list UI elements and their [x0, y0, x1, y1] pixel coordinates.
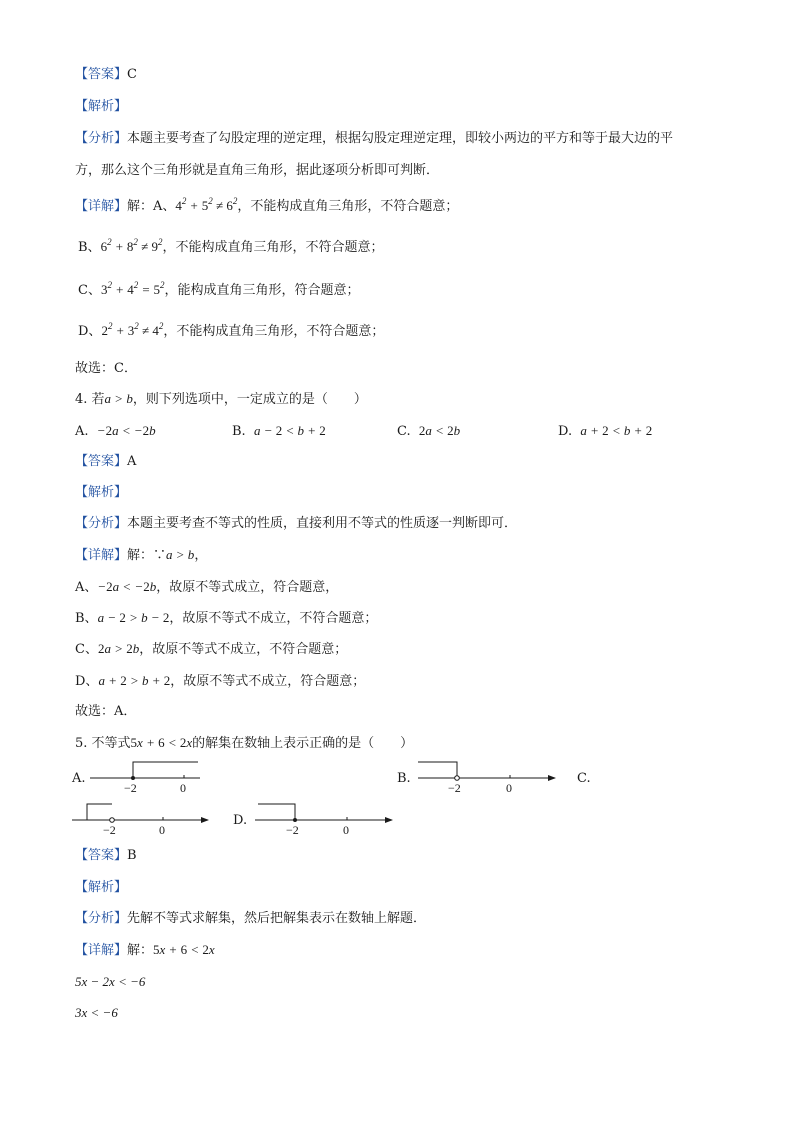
tick-label-zero: 0 — [343, 823, 349, 837]
formula-d: $2^2 + 3^2 \ne 4^2$ — [101, 321, 164, 338]
item-formula: a − 2 > b − 2 — [97, 610, 170, 625]
item-text: ，故原不等式成立，符合题意， — [156, 580, 339, 595]
q5-option-c-label: C. — [577, 771, 591, 786]
option-label: C. — [397, 424, 411, 439]
q4-line-a — [75, 578, 338, 597]
q4-stem — [75, 390, 367, 409]
number-line-a — [90, 762, 200, 795]
tick-label-zero: 0 — [506, 781, 512, 795]
item-prefix: B、 — [78, 240, 101, 255]
q3-item-d — [78, 322, 384, 341]
item-formula: −2a < −2b — [97, 579, 157, 594]
tick-label-zero: 0 — [159, 823, 165, 837]
formula-c: $3^2 + 4^2 = 5^2$ — [100, 280, 165, 297]
q4-option-c — [397, 422, 460, 441]
q4-line-c — [75, 640, 347, 659]
fenxi-text: 先解不等式求解集，然后把解集表示在数轴上解题． — [127, 911, 427, 926]
q3-xiangjie-line — [75, 197, 458, 216]
q4-conclusion — [75, 703, 136, 721]
answer-tag: 【答案】 — [75, 848, 128, 863]
q5-stem — [75, 734, 413, 753]
option-formula: −2a < −2b — [96, 423, 156, 438]
answer-value: C — [127, 67, 137, 82]
q5-xiangjie-line — [75, 941, 215, 960]
item-d-text: ，不能构成直角三角形，不符合题意； — [163, 324, 385, 339]
xiangjie-tag: 【详解】 — [75, 199, 128, 214]
tick-label-neg2: −2 — [286, 823, 299, 837]
question-text: 的解集在数轴上表示正确的是（ ） — [192, 736, 414, 751]
item-text: ，故原不等式不成立，不符合题意； — [169, 611, 378, 626]
fenxi-text: 本题主要考查了勾股定理的逆定理，根据勾股定理逆定理，即较小两边的平方和等于最大边的平 — [127, 131, 674, 146]
item-prefix: C、 — [78, 283, 101, 298]
tick-label-zero: 0 — [180, 781, 186, 795]
q5-option-d-label: D. — [233, 813, 248, 828]
answer-tag: 【答案】 — [75, 454, 128, 469]
fenxi-text: 方，那么这个三角形就是直角三角形，据此逐项分析即可判断． — [75, 163, 440, 178]
item-text: ，故原不等式不成立，不符合题意； — [139, 642, 348, 657]
q3-fenxi-line2 — [75, 162, 439, 180]
solid-point — [293, 818, 297, 822]
number-line-d — [255, 804, 392, 837]
analysis-tag: 【解析】 — [75, 485, 128, 500]
q5-fenxi-line — [75, 910, 426, 928]
q4-fenxi-line — [75, 515, 517, 533]
tick-label-neg2: −2 — [103, 823, 116, 837]
option-label: B. — [232, 424, 246, 439]
fenxi-tag: 【分析】 — [75, 911, 128, 926]
option-formula: a − 2 < b + 2 — [253, 423, 326, 438]
option-label: D. — [558, 424, 573, 439]
conclusion-text: 故选：C． — [75, 361, 137, 376]
item-text: ，故原不等式不成立，符合题意； — [170, 674, 366, 689]
item-formula: 2a > 2b — [97, 641, 140, 656]
option-formula: a + 2 < b + 2 — [580, 423, 653, 438]
solid-point — [131, 776, 135, 780]
formula-b: $6^2 + 8^2 \ne 9^2$ — [100, 237, 163, 254]
item-prefix: C、 — [75, 642, 98, 657]
formula-a: $4^2 + 5^2 \ne 6^2$ — [175, 196, 238, 213]
item-b-text: ，不能构成直角三角形，不符合题意； — [162, 240, 384, 255]
xiangjie-tag: 【详解】 — [75, 943, 128, 958]
q5-step1: 5x − 2x < −6 — [75, 974, 146, 989]
q4-option-d — [558, 422, 652, 441]
q3-fenxi-line1 — [75, 130, 673, 148]
q4-line-b — [75, 609, 377, 628]
answer-value: B — [127, 848, 137, 863]
question-number: 4. 若 — [75, 392, 105, 407]
fenxi-tag: 【分析】 — [75, 516, 128, 531]
inequality-formula: 5x + 6 < 2x — [130, 735, 193, 750]
xiangjie-prefix: 解：∵ — [127, 548, 167, 563]
item-prefix: B、 — [75, 611, 98, 626]
answer-tag: 【答案】 — [75, 67, 128, 82]
condition-formula: a > b — [166, 547, 195, 562]
q4-answer-line — [75, 453, 136, 471]
q4-option-a — [75, 422, 156, 441]
tick-label-neg2: −2 — [124, 781, 137, 795]
analysis-tag: 【解析】 — [75, 880, 128, 895]
q4-option-b — [232, 422, 326, 441]
q3-answer-line — [75, 66, 137, 84]
question-number: 5. 不等式 — [75, 736, 131, 751]
q5-answer-line — [75, 847, 137, 865]
number-line-b — [418, 762, 555, 795]
question-text: ，则下列选项中，一定成立的是（ ） — [132, 392, 367, 407]
option-label: A. — [75, 424, 89, 439]
conclusion-text: 故选：A． — [75, 704, 137, 719]
inequality-formula: 5x + 6 < 2x — [153, 942, 215, 957]
item-c-text: ，能构成直角三角形，符合题意； — [164, 283, 360, 298]
xiangjie-suffix: ， — [194, 548, 208, 563]
xiangjie-tag: 【详解】 — [75, 548, 128, 563]
xiangjie-prefix: 解： — [127, 943, 154, 958]
xiangjie-prefix: 解：A、 — [127, 199, 176, 214]
q5-step2: 3x < −6 — [75, 1005, 118, 1020]
q5-option-a-label: A. — [72, 771, 86, 786]
item-prefix: D、 — [78, 324, 102, 339]
item-formula: a + 2 > b + 2 — [98, 673, 171, 688]
item-a-text: ，不能构成直角三角形，不符合题意； — [237, 199, 459, 214]
analysis-tag: 【解析】 — [75, 99, 128, 114]
q4-xiangjie-line — [75, 546, 207, 565]
item-prefix: D、 — [75, 674, 99, 689]
condition-formula: a > b — [104, 391, 133, 406]
item-prefix: A、 — [75, 580, 98, 595]
number-line-c — [72, 804, 208, 837]
answer-value: A — [127, 454, 137, 469]
q3-item-b — [78, 238, 384, 257]
hollow-point — [455, 776, 460, 781]
tick-label-neg2: −2 — [448, 781, 461, 795]
fenxi-text: 本题主要考查不等式的性质，直接利用不等式的性质逐一判断即可． — [127, 516, 518, 531]
q3-analysis-heading — [75, 98, 127, 116]
q4-analysis-heading — [75, 484, 127, 502]
q3-conclusion — [75, 360, 137, 378]
fenxi-tag: 【分析】 — [75, 131, 128, 146]
q3-item-c — [78, 281, 360, 300]
q5-option-b-label: B. — [397, 771, 411, 786]
q4-line-d — [75, 672, 365, 691]
hollow-point — [110, 818, 115, 823]
q5-analysis-heading — [75, 879, 127, 897]
option-formula: 2a < 2b — [418, 423, 461, 438]
